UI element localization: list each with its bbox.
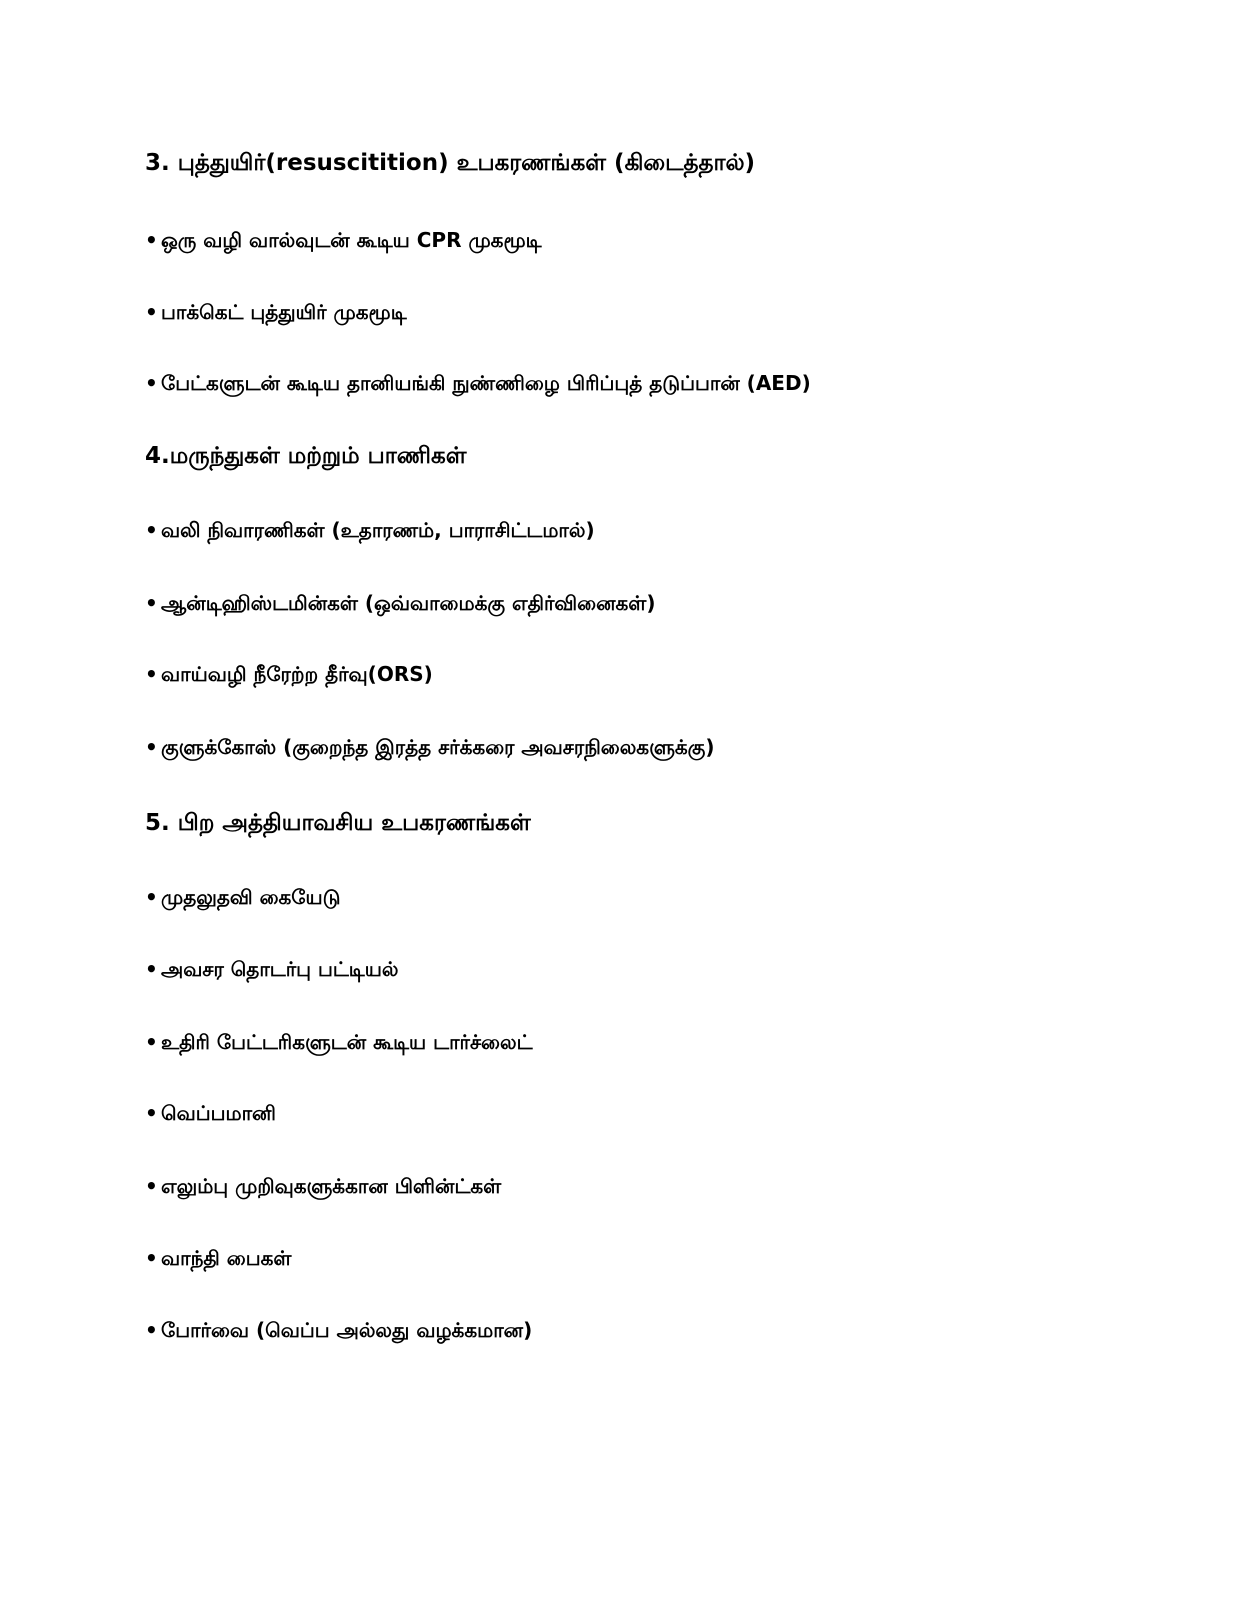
- list-item: [145, 885, 341, 912]
- list-item-text: ஆன்டிஹிஸ்டமின்கள் (ஒவ்வாமைக்கு எதிர்வினைகள்): [161, 591, 656, 615]
- list-item: [145, 1318, 532, 1345]
- list-item: [145, 518, 595, 545]
- list-item: [145, 228, 542, 255]
- list-item-text: வலி நிவாரணிகள் (உதாரணம், பாராசிட்டமால்): [161, 518, 595, 542]
- list-item: [145, 957, 398, 984]
- list-item: [145, 1174, 501, 1201]
- list-item: [145, 662, 433, 689]
- list-item: [145, 591, 655, 618]
- list-item-text: முதலுதவி கையேடு: [161, 885, 341, 909]
- bullet: •: [145, 1318, 158, 1342]
- list-item: [145, 735, 714, 762]
- list-item-text: வாய்வழி நீரேற்ற தீர்வு(ORS): [161, 662, 433, 686]
- list-item-text: வெப்பமானி: [161, 1101, 276, 1125]
- list-item: [145, 371, 811, 398]
- bullet: •: [145, 1030, 158, 1054]
- bullet: •: [145, 518, 158, 542]
- list-item: [145, 1246, 291, 1273]
- list-item-text: ஒரு வழி வால்வுடன் கூடிய CPR முகமூடி: [161, 228, 542, 252]
- list-item-text: உதிரி பேட்டரிகளுடன் கூடிய டார்ச்லைட்: [161, 1030, 533, 1054]
- list-item-text: வாந்தி பைகள்: [161, 1246, 292, 1270]
- bullet: •: [145, 300, 158, 324]
- list-item: [145, 1101, 276, 1128]
- list-item-text: குளுக்கோஸ் (குறைந்த இரத்த சர்க்கரை அவசரநிலைகளுக்கு): [161, 735, 715, 759]
- list-item-text: பாக்கெட் புத்துயிர் முகமூடி: [161, 300, 407, 324]
- section-5-heading: 5. பிற அத்தியாவசிய உபகரணங்கள்: [145, 810, 531, 836]
- bullet: •: [145, 735, 158, 759]
- bullet: •: [145, 1101, 158, 1125]
- list-item: [145, 1030, 533, 1057]
- list-item-text: அவசர தொடர்பு பட்டியல்: [161, 957, 399, 981]
- bullet: •: [145, 662, 158, 686]
- list-item: [145, 300, 407, 327]
- bullet: •: [145, 1246, 158, 1270]
- bullet: •: [145, 885, 158, 909]
- section-4-heading: 4.மருந்துகள் மற்றும் பாணிகள்: [145, 443, 467, 469]
- list-item-text: போர்வை (வெப்ப அல்லது வழக்கமான): [161, 1318, 533, 1342]
- bullet: •: [145, 1174, 158, 1198]
- list-item-text: பேட்களுடன் கூடிய தானியங்கி நுண்ணிழை பிரிப்புத் தடுப்பான் (AED): [161, 371, 811, 395]
- bullet: •: [145, 371, 158, 395]
- bullet: •: [145, 957, 158, 981]
- bullet: •: [145, 228, 158, 252]
- list-item-text: எலும்பு முறிவுகளுக்கான பிளின்ட்கள்: [161, 1174, 502, 1198]
- bullet: •: [145, 591, 158, 615]
- section-3-heading: 3. புத்துயிர்(resuscitition) உபகரணங்கள் (கிடைத்தால்): [145, 150, 756, 176]
